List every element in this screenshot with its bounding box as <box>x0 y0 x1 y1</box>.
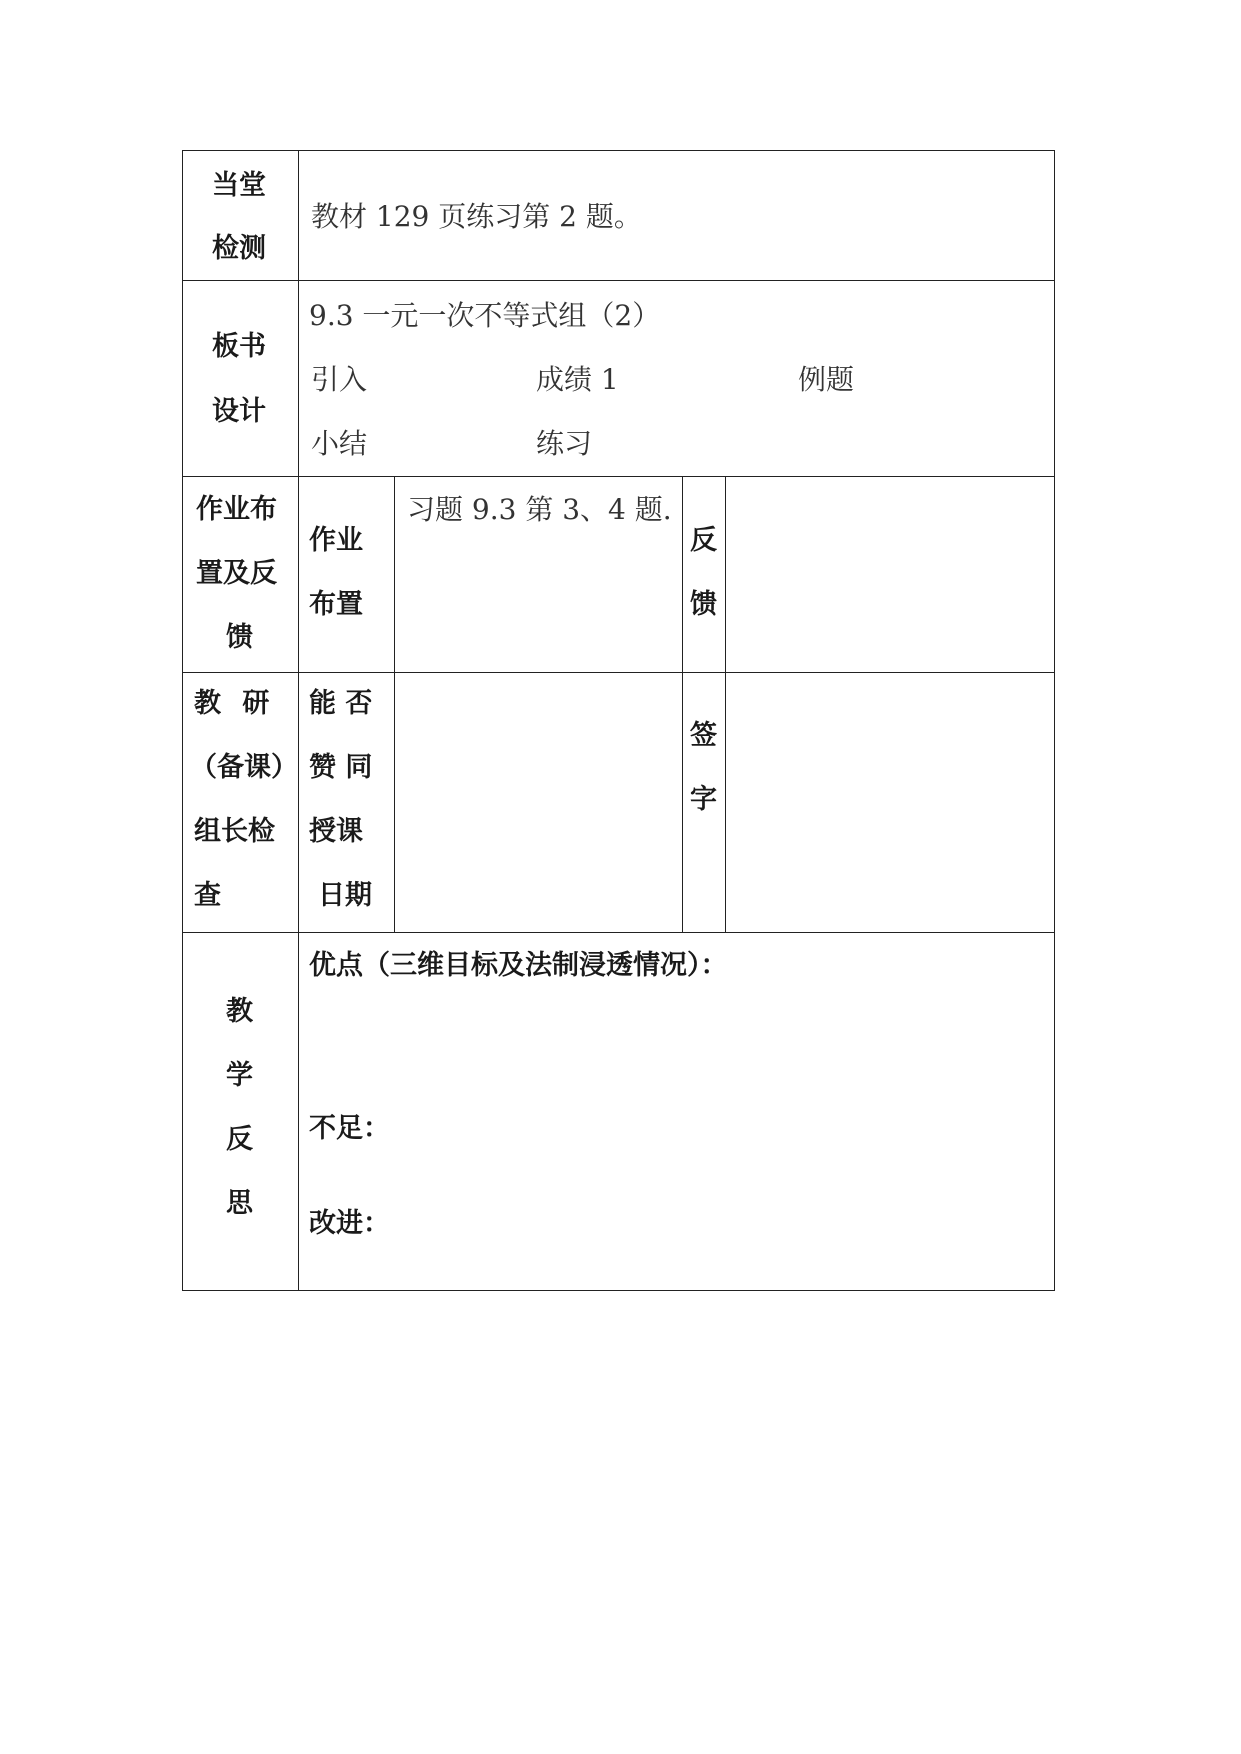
signature-label-line2: 字 <box>690 784 717 815</box>
row-divider-1 <box>182 280 1055 281</box>
row-divider-2 <box>182 476 1055 477</box>
board-item-score: 成绩 1 <box>536 363 619 396</box>
review-label-line4: 查 <box>194 880 221 911</box>
homework-sub-label-line1: 作业 <box>309 525 363 556</box>
table-border-top <box>182 150 1055 151</box>
feedback-column-divider <box>725 476 726 933</box>
teach-date-label-line2: 日期 <box>318 880 372 911</box>
review-label-line1: 教 研 <box>194 688 276 719</box>
homework-content: 习题 9.3 第 3、4 题. <box>407 493 672 526</box>
homework-label-line3: 馈 <box>226 622 253 653</box>
reflection-label-line2: 学 <box>226 1060 253 1091</box>
review-label-line3: 组长检 <box>194 816 275 847</box>
classroom-test-content: 教材 129 页练习第 2 题。 <box>311 200 642 233</box>
signature-label-line1: 签 <box>690 720 717 751</box>
table-border-left <box>182 150 183 1291</box>
homework-sub-label-line2: 布置 <box>309 589 363 620</box>
board-item-practice: 练习 <box>536 427 593 460</box>
table-border-right <box>1054 150 1055 1291</box>
homework-label-line1: 作业布 <box>196 494 277 525</box>
classroom-test-label-line2: 检测 <box>212 233 266 264</box>
approval-label-line1: 能 否 <box>309 688 373 719</box>
reflection-strengths: 优点（三维目标及法制浸透情况）： <box>309 950 728 981</box>
board-design-label-line2: 设计 <box>212 396 266 427</box>
board-item-summary: 小结 <box>311 427 368 460</box>
reflection-improvement: 改进： <box>309 1208 390 1239</box>
board-design-label-line1: 板书 <box>212 331 266 362</box>
reflection-label-line4: 思 <box>226 1188 253 1219</box>
row-divider-3 <box>182 672 1055 673</box>
reflection-weakness: 不足： <box>309 1113 390 1144</box>
feedback-label-line1: 反 <box>690 525 717 556</box>
approval-label-line2: 赞 同 <box>309 752 373 783</box>
board-item-intro: 引入 <box>311 363 368 396</box>
board-item-example: 例题 <box>798 363 855 396</box>
review-label-line2: （备课） <box>190 752 298 783</box>
row-divider-4 <box>182 932 1055 933</box>
label-column-divider <box>298 150 299 1291</box>
classroom-test-label-line1: 当堂 <box>212 170 266 201</box>
feedback-label-line2: 馈 <box>690 589 717 620</box>
content-column-divider <box>682 476 683 933</box>
reflection-label-line3: 反 <box>226 1124 253 1155</box>
reflection-label-line1: 教 <box>226 996 253 1027</box>
teach-date-label-line1: 授课 <box>309 816 363 847</box>
homework-label-line2: 置及反 <box>196 558 277 589</box>
sub-label-column-divider <box>394 476 395 933</box>
board-design-title: 9.3 一元一次不等式组（2） <box>309 299 661 332</box>
table-border-bottom <box>182 1290 1055 1291</box>
